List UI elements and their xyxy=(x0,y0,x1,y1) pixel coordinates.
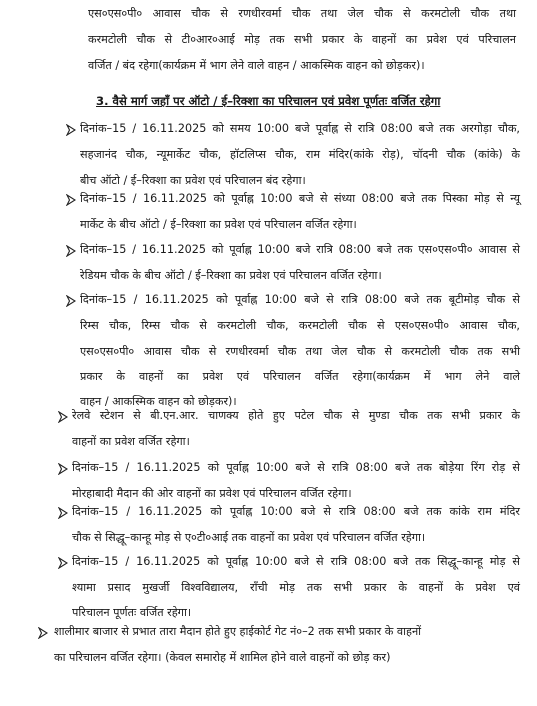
bullet-8-line-3: परिचालन पूर्णतः वर्जित रहेगा। xyxy=(72,606,192,619)
arrow-bullet-icon xyxy=(38,627,48,639)
arrow-bullet-icon xyxy=(66,295,76,307)
arrow-bullet-icon xyxy=(66,245,76,257)
bullet-1-line-1: दिनांक–15 / 16.11.2025 को समय 10:00 बजे पूर्वाह्न से रात्रि 08:00 बजे तक अरगोड़ा चौक, xyxy=(80,122,520,135)
bullet-8-line-2: श्यामा प्रसाद मुखर्जी विश्वविद्यालय, राँची मोड़ तक सभी प्रकार के वाहनों के प्रवेश एवं xyxy=(72,581,520,594)
section-heading: 3. वैसे मार्ग जहाँ पर ऑटो / ई–रिक्शा का परिचालन एवं प्रवेश पूर्णतः वर्जित रहेगा xyxy=(96,94,441,108)
bullet-4-line-1: दिनांक–15 / 16.11.2025 को पूर्वाह्न 10:00 बजे से रात्रि 08:00 बजे तक बूटीमोड़ चौक से xyxy=(80,293,520,306)
bullet-4-line-4: प्रकार के वाहनों का प्रवेश एवं परिचालन वर्जित रहेगा(कार्यक्रम में भाग लेने वाले xyxy=(80,370,520,383)
arrow-bullet-icon xyxy=(58,557,68,569)
bullet-6-line-1: दिनांक–15 / 16.11.2025 को पूर्वाह्न 10:00 बजे से रात्रि 08:00 बजे तक बोड़ेया रिंग रोड़ से xyxy=(72,461,520,474)
bullet-7-line-2: चौक से सिद्धू–कान्हू मोड़ से ए०टी०आई तक वाहनों का प्रवेश एवं परिचालन वर्जित रहेगा। xyxy=(72,531,426,544)
bullet-5-line-1: रेलवे स्टेशन से बी.एन.आर. चाणक्य होते हुए पटेल चौक से मुण्डा चौक तक सभी प्रकार के xyxy=(72,409,520,422)
bullet-4-line-5: वाहन / आकस्मिक वाहन को छोड़कर)। xyxy=(80,395,237,408)
bullet-1-line-3: बीच ऑटो / ई–रिक्शा का प्रवेश एवं परिचालन बंद रहेगा। xyxy=(80,174,306,187)
bullet-7-line-1: दिनांक–15 / 16.11.2025 को पूर्वाह्न 10:00 बजे से रात्रि 08:00 बजे तक कांके राम मंदिर xyxy=(72,505,520,518)
bullet-3-line-2: रेडियम चौक के बीच ऑटो / ई–रिक्शा का प्रवेश एवं परिचालन वर्जित रहेगा। xyxy=(80,269,382,282)
bullet-3-line-1: दिनांक–15 / 16.11.2025 को पूर्वाह्न 10:00 बजे रात्रि 08:00 बजे तक एस०एस०पी० आवास से xyxy=(80,243,520,256)
arrow-bullet-icon xyxy=(58,507,68,519)
intro-line-3: वर्जित / बंद रहेगा(कार्यक्रम में भाग लेने वाले वाहन / आकस्मिक वाहन को छोड़कर)। xyxy=(88,59,425,72)
bullet-2-line-2: मार्केट के बीच ऑटो / ई–रिक्शा का प्रवेश एवं परिचालन वर्जित रहेगा। xyxy=(80,218,357,231)
arrow-bullet-icon xyxy=(66,194,76,206)
intro-line-2: करमटोली चौक से टी०आर०आई मोड़ तक सभी प्रकार के वाहनों का प्रवेश एवं परिचालन xyxy=(88,33,516,46)
bullet-5-line-2: वाहनों का प्रवेश वर्जित रहेगा। xyxy=(72,435,190,448)
bullet-4-line-2: रिम्स चौक, रिम्स चौक से करमटोली चौक, करमटोली चौक से एस०एस०पी० आवास चौक, xyxy=(80,319,520,332)
bullet-4-line-3: एस०एस०पी० आवास चौक से रणधीरवर्मा चौक तथा जेल चौक से करमटोली चौक तक सभी xyxy=(80,345,520,358)
arrow-bullet-icon xyxy=(58,463,68,475)
bullet-6-line-2: मोरहाबादी मैदान की ओर वाहनों का प्रवेश एवं परिचालन वर्जित रहेगा। xyxy=(72,487,352,500)
bullet-9-line-2: का परिचालन वर्जित रहेगा। (केवल समारोह में शामिल होने वाले वाहनों को छोड़ कर) xyxy=(54,651,391,664)
bullet-8-line-1: दिनांक–15 / 16.11.2025 को पूर्वाह्न 10:00 बजे से रात्रि 08:00 बजे तक सिद्धू–कान्हू मोड़ से xyxy=(72,555,520,568)
arrow-bullet-icon xyxy=(58,411,68,423)
intro-line-1: एस०एस०पी० आवास चौक से रणधीरवर्मा चौक तथा जेल चौक से करमटोली चौक तथा xyxy=(88,7,516,20)
bullet-9-line-1: शालीमार बाजार से प्रभात तारा मैदान होते हुए हाईकोर्ट गेट नं०–2 तक सभी प्रकार के वाहनों xyxy=(54,625,422,638)
arrow-bullet-icon xyxy=(66,124,76,136)
bullet-2-line-1: दिनांक–15 / 16.11.2025 को पूर्वाह्न 10:00 बजे से संध्या 08:00 बजे तक पिस्का मोड़ से न्यू xyxy=(80,192,520,205)
bullet-1-line-2: सहजानंद चौक, न्यूमार्केट चौक, हॉटलिप्स चौक, राम मंदिर(कांके रोड़), चॉदनी चौक (कांके) के xyxy=(80,148,520,161)
